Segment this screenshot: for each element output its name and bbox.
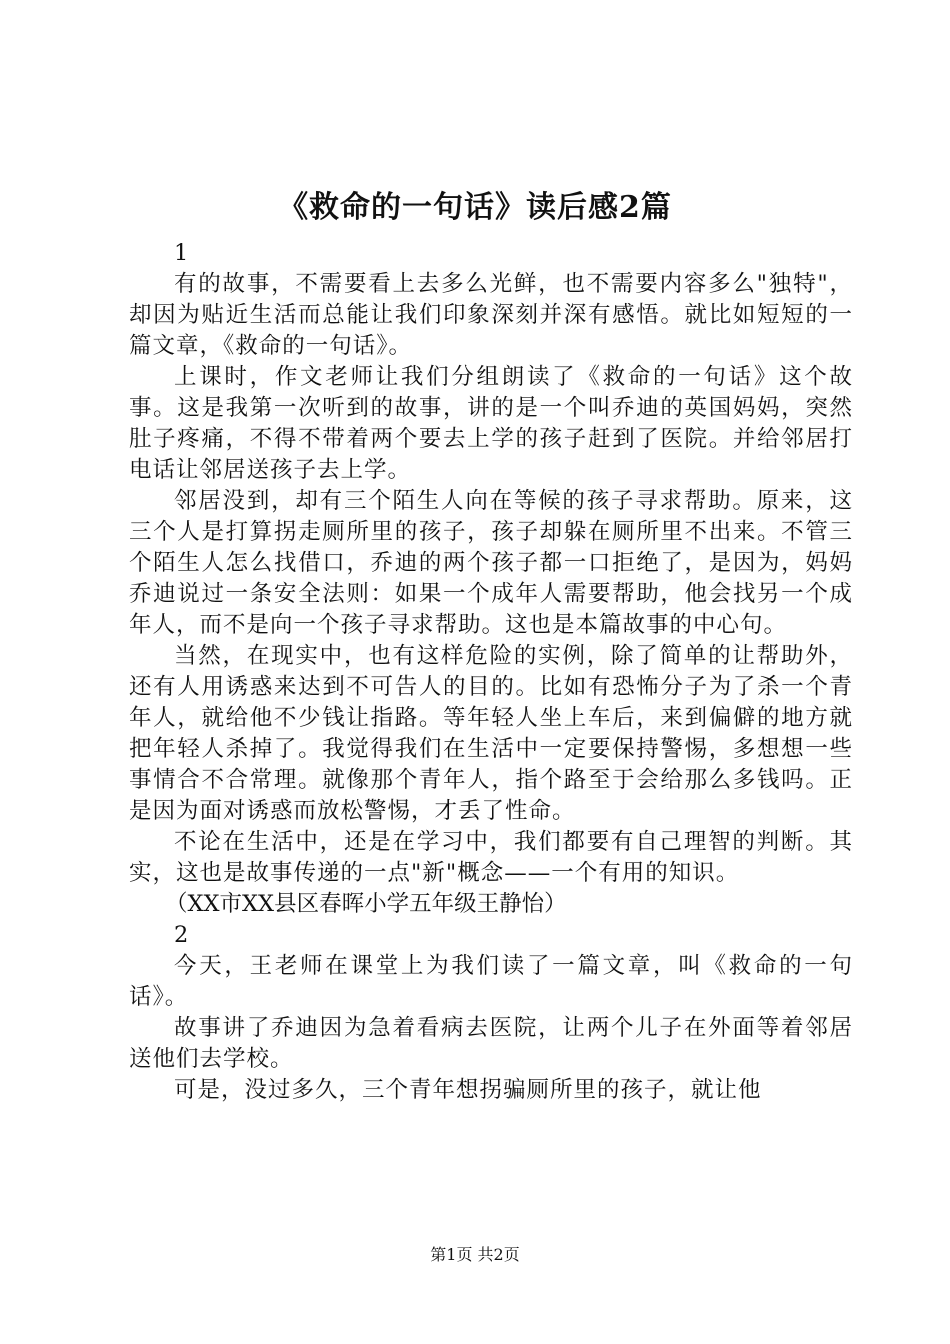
paragraph: 可是，没过多久，三个青年想拐骗厕所里的孩子，就让他 (174, 1077, 762, 1103)
document-title: 《救命的一句话》读后感2篇 (278, 190, 672, 225)
paragraph: 有的故事，不需要看上去多么光鲜，也不需要内容多么"独特"，却因为贴近生活而总能让我们印象深刻并深有感悟。就比如短短的一篇文章，《救命的一句话》。 (129, 271, 853, 359)
paragraph: 当然，在现实中，也有这样危险的实例，除了简单的让帮助外，还有人用诱惑来达到不可告人的目的。比如有恐怖分子为了杀一个青年人，就给他不少钱让指路。等年轻人坐上车后，来到偏僻的地方就把年轻人杀掉了。我觉得我们在生活中一定要保持警惕，多想想一些事情合不合常理。就像那个青年人，指个路至于会给那么多钱吗。正是因为面对诱惑而放松警惕，才丢了性命。 (129, 643, 853, 824)
paragraph: 上课时，作文老师让我们分组朗读了《救命的一句话》这个故事。这是我第一次听到的故事，讲的是一个叫乔迪的英国妈妈，突然肚子疼痛，不得不带着两个要去上学的孩子赶到了医院。并给邻居打电话让邻居送孩子去上学。 (129, 364, 853, 483)
document-body (129, 238, 853, 1106)
paragraph: 故事讲了乔迪因为急着看病去医院，让两个儿子在外面等着邻居送他们去学校。 (129, 1015, 853, 1072)
paragraph: 今天，王老师在课堂上为我们读了一篇文章，叫《救命的一句话》。 (129, 953, 853, 1010)
page-footer: 第1页 共2页 (430, 1245, 520, 1264)
paragraph: 不论在生活中，还是在学习中，我们都要有自己理智的判断。其实，这也是故事传递的一点"新"概念——一个有用的知识。 (129, 829, 853, 886)
section-number: 2 (174, 922, 190, 948)
paragraph: 邻居没到，却有三个陌生人向在等候的孩子寻求帮助。原来，这三个人是打算拐走厕所里的孩子，孩子却躲在厕所里不出来。不管三个陌生人怎么找借口，乔迪的两个孩子都一口拒绝了，是因为，妈妈乔迪说过一条安全法则：如果一个成年人需要帮助，他会找另一个成年人，而不是向一个孩子寻求帮助。这也是本篇故事的中心句。 (129, 488, 853, 638)
author-signature: （XX市XX县区春晖小学五年级王静怡） (165, 891, 567, 917)
section-number: 1 (174, 240, 190, 266)
